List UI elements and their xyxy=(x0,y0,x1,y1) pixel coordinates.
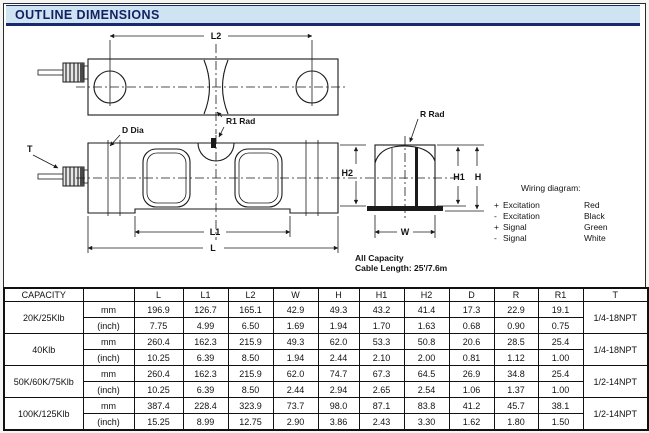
table-row xyxy=(4,414,648,431)
value-cell: 0.68 xyxy=(449,318,494,334)
value-cell: 1.69 xyxy=(273,318,318,334)
column-header-cell: H1 xyxy=(359,288,404,302)
outline-drawing xyxy=(6,24,643,286)
table-row xyxy=(4,334,648,350)
dim-label-l2: L2 xyxy=(210,31,222,41)
dim-label-d-dia: D Dia xyxy=(122,125,144,135)
value-cell: 45.7 xyxy=(494,398,538,414)
value-cell: 15.25 xyxy=(134,414,183,431)
unit-cell: (inch) xyxy=(83,414,134,431)
value-cell: 10.25 xyxy=(134,350,183,366)
value-cell: 38.1 xyxy=(538,398,583,414)
value-cell: 2.90 xyxy=(273,414,318,431)
wiring-color: Green xyxy=(584,222,608,232)
value-cell: 8.50 xyxy=(228,382,273,398)
value-cell: 2.44 xyxy=(273,382,318,398)
value-cell: 20.6 xyxy=(449,334,494,350)
value-cell: 26.9 xyxy=(449,366,494,382)
side-view xyxy=(27,125,463,253)
value-cell: 83.8 xyxy=(404,398,449,414)
table-row xyxy=(4,382,648,398)
wiring-color: Red xyxy=(584,200,600,210)
value-cell: 2.44 xyxy=(318,350,359,366)
value-cell: 2.10 xyxy=(359,350,404,366)
value-cell: 1.80 xyxy=(494,414,538,431)
capacity-note xyxy=(355,253,448,273)
value-cell: 3.30 xyxy=(404,414,449,431)
value-cell: 323.9 xyxy=(228,398,273,414)
value-cell: 2.94 xyxy=(318,382,359,398)
column-header-cell: L xyxy=(134,288,183,302)
capacity-cell: 100K/125Klb xyxy=(4,398,83,431)
value-cell: 1.00 xyxy=(538,350,583,366)
value-cell: 1.62 xyxy=(449,414,494,431)
unit-cell: mm xyxy=(83,398,134,414)
table-row xyxy=(4,398,648,414)
capacity-cell: 50K/60K/75Klb xyxy=(4,366,83,398)
value-cell: 6.50 xyxy=(228,318,273,334)
value-cell: 387.4 xyxy=(134,398,183,414)
value-cell: 25.4 xyxy=(538,334,583,350)
value-cell: 64.5 xyxy=(404,366,449,382)
dim-label-r-rad: R Rad xyxy=(420,109,445,119)
value-cell: 74.7 xyxy=(318,366,359,382)
value-cell: 6.39 xyxy=(183,350,228,366)
value-cell: 87.1 xyxy=(359,398,404,414)
unit-header-cell xyxy=(83,288,134,302)
wiring-sign: + xyxy=(494,222,499,232)
value-cell: 165.1 xyxy=(228,302,273,318)
value-cell: 228.4 xyxy=(183,398,228,414)
column-header-cell: D xyxy=(449,288,494,302)
dim-label-h: H xyxy=(474,172,482,182)
wiring-color: White xyxy=(584,233,606,243)
value-cell: 8.50 xyxy=(228,350,273,366)
value-cell: 162.3 xyxy=(183,366,228,382)
dim-label-w: W xyxy=(400,227,410,237)
capacity-header-cell: CAPACITY xyxy=(4,288,83,302)
table-row xyxy=(4,318,648,334)
value-cell: 73.7 xyxy=(273,398,318,414)
column-header-cell: R1 xyxy=(538,288,583,302)
value-cell: 1.50 xyxy=(538,414,583,431)
value-cell: 2.65 xyxy=(359,382,404,398)
value-cell: 1.12 xyxy=(494,350,538,366)
thread-cell: 1/2-14NPT xyxy=(583,366,648,398)
value-cell: 67.3 xyxy=(359,366,404,382)
section-header xyxy=(6,5,640,26)
value-cell: 43.2 xyxy=(359,302,404,318)
capacity-cell: 20K/25Klb xyxy=(4,302,83,334)
unit-cell: mm xyxy=(83,334,134,350)
value-cell: 50.8 xyxy=(404,334,449,350)
dim-label-l1: L1 xyxy=(209,227,221,237)
wiring-sign: - xyxy=(494,211,497,221)
value-cell: 34.8 xyxy=(494,366,538,382)
value-cell: 196.9 xyxy=(134,302,183,318)
wiring-diagram xyxy=(494,183,608,243)
table-header-row xyxy=(4,288,648,302)
wiring-name: Signal xyxy=(503,222,527,232)
value-cell: 41.2 xyxy=(449,398,494,414)
value-cell: 42.9 xyxy=(273,302,318,318)
dimensions-table xyxy=(3,287,649,431)
value-cell: 98.0 xyxy=(318,398,359,414)
value-cell: 7.75 xyxy=(134,318,183,334)
section-title: OUTLINE DIMENSIONS xyxy=(15,7,160,22)
value-cell: 1.37 xyxy=(494,382,538,398)
value-cell: 6.39 xyxy=(183,382,228,398)
thread-cell: 1/4-18NPT xyxy=(583,302,648,334)
column-header-cell: L2 xyxy=(228,288,273,302)
dim-label-l: L xyxy=(210,243,216,253)
value-cell: 41.4 xyxy=(404,302,449,318)
value-cell: 19.1 xyxy=(538,302,583,318)
value-cell: 1.94 xyxy=(318,318,359,334)
end-view xyxy=(367,109,484,238)
value-cell: 62.0 xyxy=(273,366,318,382)
column-header-cell: L1 xyxy=(183,288,228,302)
note-line1: All Capacity xyxy=(355,253,404,263)
capacity-cell: 40Klb xyxy=(4,334,83,366)
value-cell: 126.7 xyxy=(183,302,228,318)
value-cell: 49.3 xyxy=(318,302,359,318)
value-cell: 1.94 xyxy=(273,350,318,366)
unit-cell: (inch) xyxy=(83,318,134,334)
value-cell: 215.9 xyxy=(228,334,273,350)
value-cell: 1.06 xyxy=(449,382,494,398)
thread-cell: 1/2-14NPT xyxy=(583,398,648,431)
value-cell: 8.99 xyxy=(183,414,228,431)
column-header-cell: H xyxy=(318,288,359,302)
value-cell: 1.63 xyxy=(404,318,449,334)
wiring-name: Signal xyxy=(503,233,527,243)
wiring-name: Excitation xyxy=(503,200,540,210)
thread-cell: 1/4-18NPT xyxy=(583,334,648,366)
value-cell: 25.4 xyxy=(538,366,583,382)
value-cell: 28.5 xyxy=(494,334,538,350)
wiring-sign: + xyxy=(494,200,499,210)
column-header-cell: T xyxy=(583,288,648,302)
value-cell: 260.4 xyxy=(134,366,183,382)
value-cell: 260.4 xyxy=(134,334,183,350)
wiring-title: Wiring diagram: xyxy=(521,183,581,193)
value-cell: 0.75 xyxy=(538,318,583,334)
value-cell: 215.9 xyxy=(228,366,273,382)
value-cell: 162.3 xyxy=(183,334,228,350)
value-cell: 1.70 xyxy=(359,318,404,334)
column-header-cell: R xyxy=(494,288,538,302)
wiring-color: Black xyxy=(584,211,605,221)
table-row xyxy=(4,350,648,366)
value-cell: 22.9 xyxy=(494,302,538,318)
column-header-cell: H2 xyxy=(404,288,449,302)
unit-cell: mm xyxy=(83,366,134,382)
top-view xyxy=(38,31,346,134)
dim-label-h2: H2 xyxy=(341,168,353,178)
dim-label-t: T xyxy=(27,144,33,154)
value-cell: 0.90 xyxy=(494,318,538,334)
table-row xyxy=(4,302,648,318)
value-cell: 4.99 xyxy=(183,318,228,334)
unit-cell: (inch) xyxy=(83,350,134,366)
dim-label-r1-rad: R1 Rad xyxy=(226,116,256,126)
value-cell: 53.3 xyxy=(359,334,404,350)
value-cell: 2.00 xyxy=(404,350,449,366)
unit-cell: (inch) xyxy=(83,382,134,398)
value-cell: 3.86 xyxy=(318,414,359,431)
value-cell: 2.43 xyxy=(359,414,404,431)
value-cell: 17.3 xyxy=(449,302,494,318)
value-cell: 62.0 xyxy=(318,334,359,350)
value-cell: 0.81 xyxy=(449,350,494,366)
table-row xyxy=(4,366,648,382)
value-cell: 1.00 xyxy=(538,382,583,398)
value-cell: 49.3 xyxy=(273,334,318,350)
value-cell: 12.75 xyxy=(228,414,273,431)
note-line2: Cable Length: 25'/7.6m xyxy=(355,263,448,273)
unit-cell: mm xyxy=(83,302,134,318)
dim-label-h1: H1 xyxy=(453,172,465,182)
wiring-name: Excitation xyxy=(503,211,540,221)
value-cell: 2.54 xyxy=(404,382,449,398)
wiring-sign: - xyxy=(494,233,497,243)
column-header-cell: W xyxy=(273,288,318,302)
value-cell: 10.25 xyxy=(134,382,183,398)
